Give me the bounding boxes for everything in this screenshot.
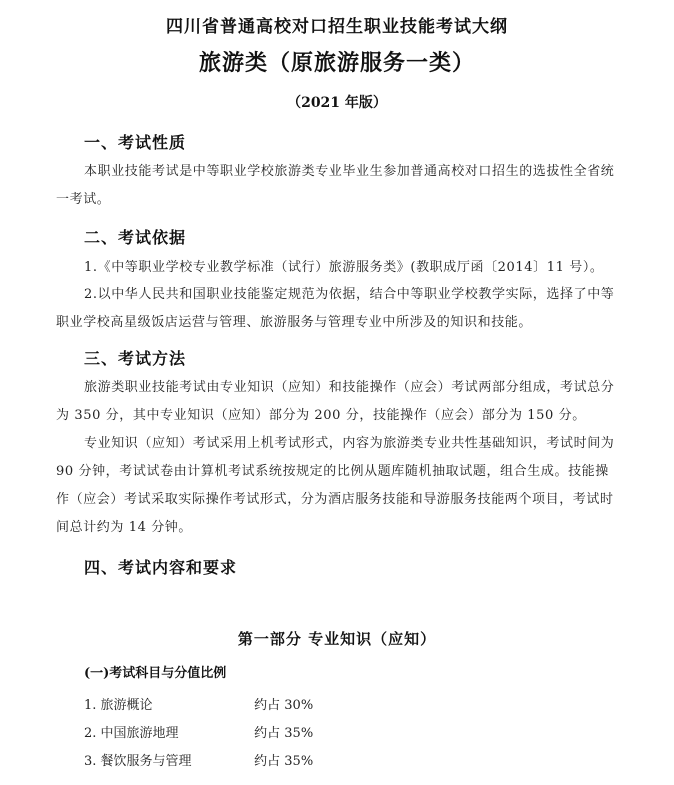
document-edition: （2021 年版）: [287, 95, 387, 111]
document-main-title: 旅游类（原旅游服务一类）: [198, 50, 475, 76]
section-heading-4: 四、考试内容和要求: [84, 558, 238, 577]
section-heading-2: 二、考试依据: [84, 228, 187, 247]
subject-ratio: 约占 30%: [254, 698, 314, 713]
part-one-title: 第一部分 专业知识（应知）: [237, 630, 437, 648]
part-one-subheading: (一)考试科目与分值比例: [84, 666, 227, 681]
section-heading-1: 一、考试性质: [84, 133, 187, 152]
subject-name: 3. 餐饮服务与管理: [84, 754, 192, 769]
document-header-line1: 四川省普通高校对口招生职业技能考试大纲: [166, 17, 508, 37]
subject-name: 2. 中国旅游地理: [84, 726, 179, 741]
section-2-paragraph-2: 2.以中华人民共和国职业技能鉴定规范为依据，结合中等职业学校教学实际，选择了中等职业学校高星级饭店运营与管理、旅游服务与管理专业中所涉及的知识和技能。: [56, 287, 615, 330]
section-heading-3: 三、考试方法: [84, 349, 187, 368]
section-3-paragraph-1: 旅游类职业技能考试由专业知识（应知）和技能操作（应会）考试两部分组成，考试总分为 350 分，其中专业知识（应知）部分为 200 分，技能操作（应会）部分为 150 分。: [56, 380, 615, 423]
subject-ratio: 约占 35%: [254, 754, 314, 769]
subject-row: [84, 722, 564, 741]
section-3-paragraph-2: 专业知识（应知）考试采用上机考试形式，内容为旅游类专业共性基础知识，考试时间为 90 分钟，考试试卷由计算机考试系统按规定的比例从题库随机抽取试题，组合生成。技能操作（应会）考试采取实际操作考试形式，分为酒店服务技能和导游服务技能两个项目，考试时间总计约为 14 分钟。: [56, 436, 615, 535]
subject-row: [84, 750, 564, 769]
subject-row: [84, 694, 564, 713]
section-2-paragraph-1: 1.《中等职业学校专业教学标准（试行）旅游服务类》(教职成厅函〔2014〕11 号）。: [84, 260, 604, 275]
section-1-paragraph: 本职业技能考试是中等职业学校旅游类专业毕业生参加普通高校对口招生的选拔性全省统一考试。: [56, 164, 615, 207]
subject-ratio: 约占 35%: [254, 726, 314, 741]
subject-name: 1. 旅游概论: [84, 698, 153, 713]
